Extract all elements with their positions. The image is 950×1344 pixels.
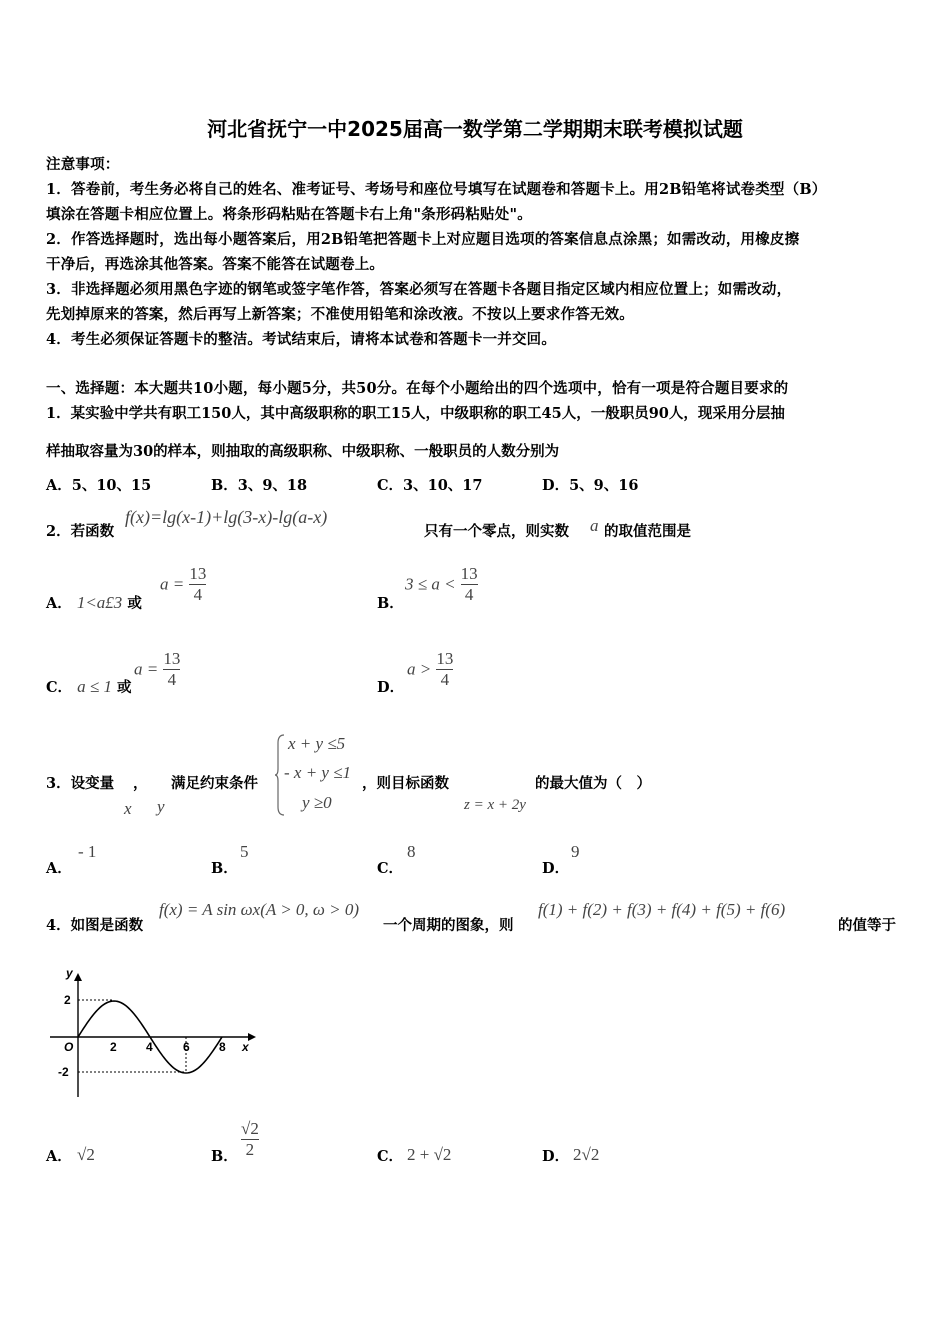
q4-a-value: √2	[77, 1145, 95, 1164]
q3-tail2: 的最大值为（ ）	[535, 775, 651, 792]
frac-den: 4	[440, 670, 450, 689]
q4-b-frac-group	[241, 1119, 259, 1160]
q3-comma: ，	[133, 775, 148, 792]
frac-den: 4	[167, 670, 177, 689]
q1-option-a[interactable]: A．5、10、15	[46, 477, 152, 494]
q2-a-or: 或	[127, 595, 142, 612]
option-label: C．	[377, 1148, 404, 1165]
section-heading: 一、选择题：本大题共10小题，每小题5分，共50分。在每个小题给出的四个选项中，恰有一项是符合题目要求的	[46, 380, 789, 397]
option-label: D．	[542, 860, 570, 877]
notice-line: 填涂在答题卡相应位置上。将条形码粘贴在答题卡右上角"条形码粘贴处"。	[46, 206, 532, 223]
page-title: 河北省抚宁一中2025届高一数学第二学期期末联考模拟试题	[207, 117, 743, 141]
frac-num: √2	[241, 1119, 259, 1138]
fraction	[163, 649, 180, 690]
q2-c-math: a ≤ 1	[77, 677, 112, 696]
x-tick-6: 6	[183, 1040, 190, 1054]
notice-line: 干净后，再选涂其他答案。答案不能答在试题卷上。	[46, 256, 385, 273]
fraction	[436, 649, 453, 690]
q3-constraint-3: y ≥0	[302, 793, 332, 812]
q4-d-value: 2√2	[573, 1145, 600, 1164]
q2-tail: 只有一个零点，则实数	[424, 523, 569, 540]
q4-tail: 的值等于	[838, 917, 896, 934]
q2-a-frac-group	[160, 564, 206, 605]
q4-option-b[interactable]	[211, 1145, 238, 1166]
q1-text: 样抽取容量为30的样本，则抽取的高级职称、中级职称、一般职员的人数分别为	[46, 443, 560, 460]
option-label: B．	[211, 1148, 238, 1165]
y-tick-neg2: -2	[58, 1065, 69, 1079]
sine-graph	[46, 965, 262, 1101]
q3-constraint-2: - x + y ≤1	[284, 763, 352, 782]
q2-b-math-group	[405, 564, 478, 605]
frac-den: 2	[245, 1140, 255, 1159]
q2-option-d[interactable]	[377, 676, 404, 697]
q3-number: 3．设变量	[46, 775, 115, 792]
x-axis-label: x	[242, 1040, 249, 1054]
x-tick-4: 4	[146, 1040, 153, 1054]
frac-num: 13	[189, 564, 207, 583]
q2-a-math: 1<a£3	[76, 593, 123, 612]
option-label: A．	[46, 595, 72, 612]
q4-formula: f(x) = A sin ωx(A > 0, ω > 0)	[159, 900, 360, 919]
q1-option-b[interactable]: B．3、9、18	[211, 477, 308, 494]
q2-option-c[interactable]	[46, 676, 132, 697]
option-label: D．	[377, 679, 405, 696]
x-tick-2: 2	[110, 1040, 117, 1054]
frac-den: 4	[464, 585, 474, 604]
q2-c-eq: a =	[134, 659, 159, 679]
q2-d-math: a >	[407, 659, 432, 679]
q4-c-value: 2 + √2	[407, 1145, 452, 1164]
notice-heading: 注意事项：	[46, 156, 120, 173]
x-axis-arrow-icon	[248, 1033, 256, 1041]
q2-tail2: 的取值范围是	[604, 523, 691, 540]
q1-text: 1．某实验中学共有职工150人，其中高级职称的职工15人，中级职称的职工45人，一般职员90人，现采用分层抽	[46, 405, 785, 422]
q4-mid: 一个周期的图象，则	[383, 917, 514, 934]
q2-number: 2．若函数	[46, 523, 115, 540]
q2-c-or: 或	[117, 679, 132, 696]
option-label: B．	[211, 860, 238, 877]
q3-b-value: 5	[240, 842, 249, 861]
q4-number: 4．如图是函数	[46, 917, 144, 934]
q3-option-c[interactable]	[377, 857, 403, 878]
q3-d-value: 9	[571, 842, 580, 861]
y-axis-arrow-icon	[74, 973, 82, 981]
frac-den: 4	[193, 585, 203, 604]
option-label: A．	[46, 860, 72, 877]
notice-line: 先划掉原来的答案，然后再写上新答案；不准使用铅笔和涂改液。不按以上要求作答无效。	[46, 306, 634, 323]
q2-option-b[interactable]	[377, 592, 404, 613]
q4-sum: f(1) + f(2) + f(3) + f(4) + f(5) + f(6)	[538, 900, 786, 919]
q4-option-a[interactable]	[46, 1145, 72, 1166]
notice-line: 4．考生必须保证答题卡的整洁。考试结束后，请将本试卷和答题卡一并交回。	[46, 331, 557, 348]
option-label: D．	[542, 1148, 570, 1165]
y-tick-2: 2	[64, 993, 71, 1007]
fraction	[461, 564, 478, 605]
q1-option-c[interactable]: C．3、10、17	[377, 477, 483, 494]
q2-c-frac-group	[134, 649, 180, 690]
q3-option-a[interactable]	[46, 857, 72, 878]
option-label: B．	[377, 595, 404, 612]
q1-option-d[interactable]: D．5、9、16	[542, 477, 639, 494]
frac-num: 13	[163, 649, 181, 668]
q3-option-b[interactable]	[211, 857, 238, 878]
q2-b-math: 3 ≤ a <	[405, 574, 456, 594]
q3-objective: z = x + 2y	[464, 797, 526, 813]
q3-a-value: - 1	[78, 842, 97, 861]
option-label: A．	[46, 1148, 72, 1165]
option-label: C．	[46, 679, 73, 696]
q2-formula: f(x)=lg(x-1)+lg(3-x)-lg(a-x)	[125, 507, 328, 527]
notice-line: 2．作答选择题时，选出每小题答案后，用2B铅笔把答题卡上对应题目选项的答案信息点涂黑；如需改动，用橡皮擦	[46, 231, 800, 248]
frac-num: 13	[460, 564, 478, 583]
x-tick-8: 8	[219, 1040, 226, 1054]
q3-y: y	[157, 797, 165, 816]
q3-mid: 满足约束条件	[171, 775, 258, 792]
q2-d-math-group	[407, 649, 453, 690]
notice-line: 3．非选择题必须用黑色字迹的钢笔或签字笔作答，答案必须写在答题卡各题目指定区域内相应位置上；如需改动，	[46, 281, 792, 298]
q4-option-d[interactable]	[542, 1145, 569, 1166]
y-axis-label: y	[66, 966, 73, 980]
q3-c-value: 8	[407, 842, 416, 861]
fraction	[189, 564, 206, 605]
q3-option-d[interactable]	[542, 857, 569, 878]
q3-constraint-1: x + y ≤5	[288, 734, 346, 753]
fraction	[241, 1119, 259, 1160]
frac-num: 13	[436, 649, 454, 668]
q2-a-eq: a =	[160, 574, 185, 594]
q4-option-c[interactable]	[377, 1145, 403, 1166]
notice-line: 1．答卷前，考生务必将自己的姓名、准考证号、考场号和座位号填写在试题卷和答题卡上。用2B铅笔将试卷类型（B）	[46, 181, 827, 198]
q2-var: a	[590, 516, 599, 535]
q3-x: x	[124, 799, 132, 818]
q3-tail: ，则目标函数	[362, 775, 449, 792]
origin-label: O	[64, 1040, 74, 1054]
option-label: C．	[377, 860, 404, 877]
q2-option-a[interactable]	[46, 592, 142, 613]
